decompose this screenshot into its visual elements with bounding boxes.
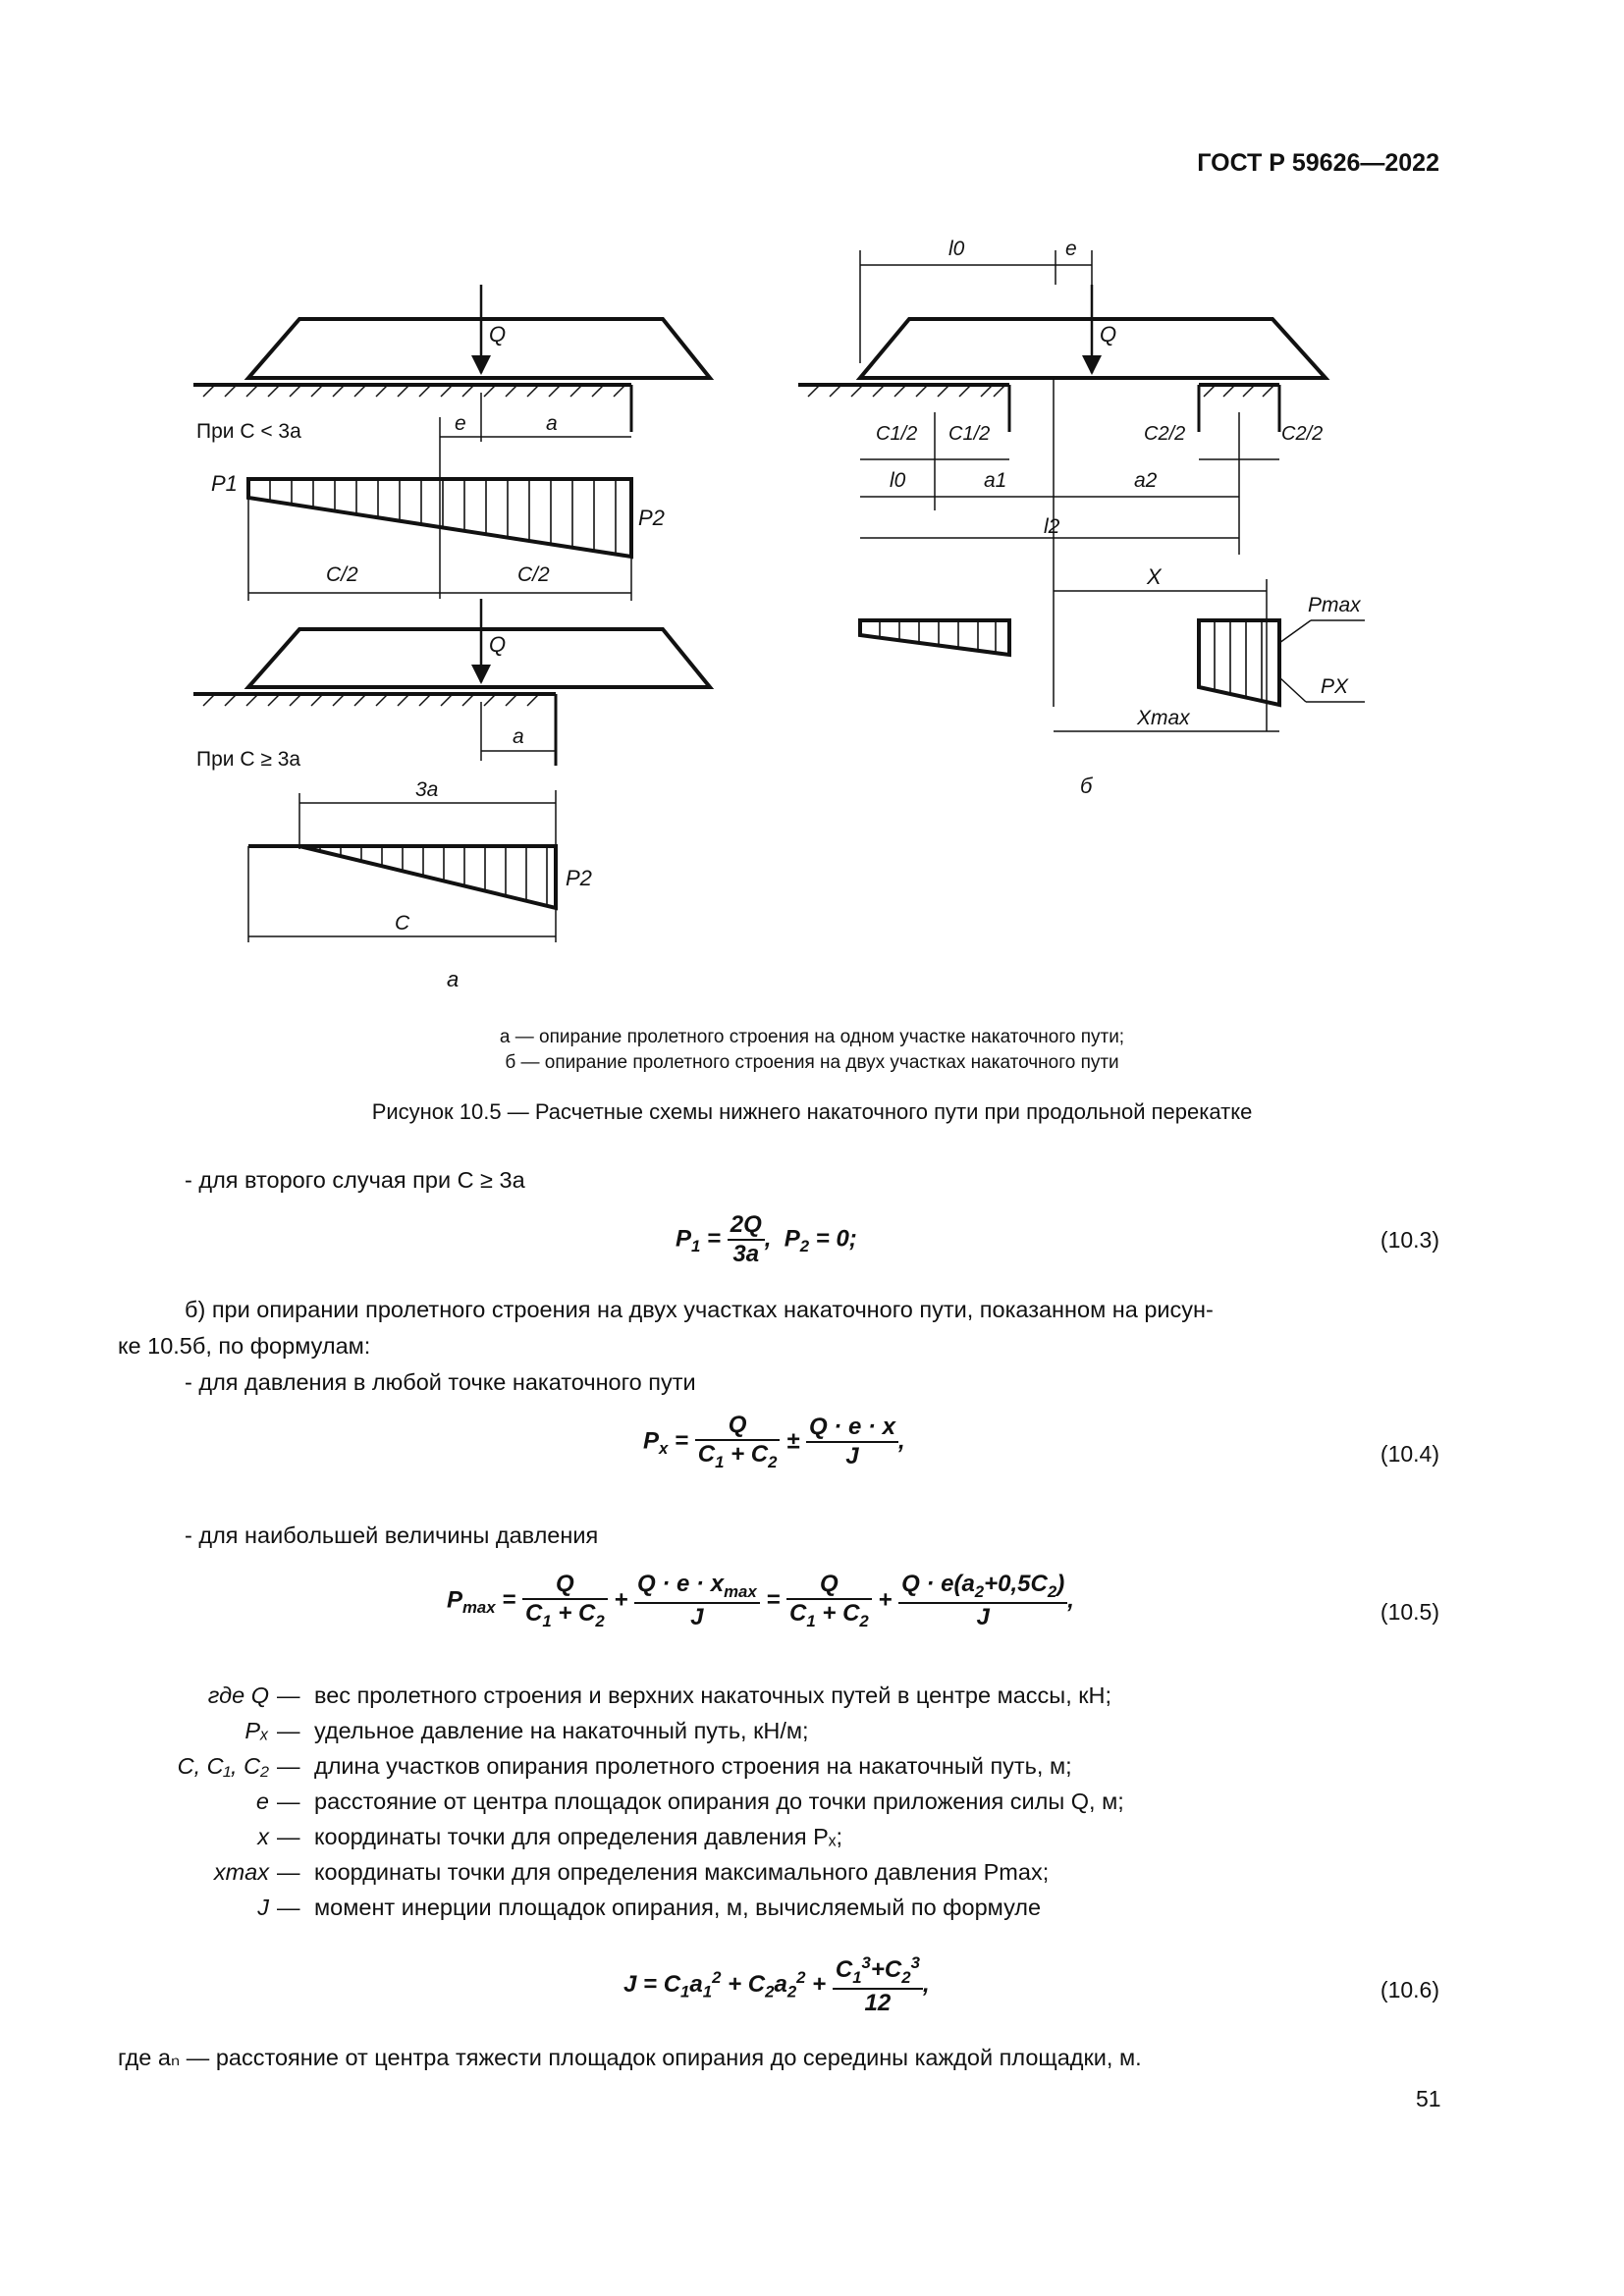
figure-title: Рисунок 10.5 — Расчетные схемы нижнего накаточного пути при продольной перекатке — [371, 1099, 1253, 1124]
equation-10-4: $P_x$ = $\frac{Q}{C_1 + C_2}$ ± $\frac{Q \cdot e \cdot x}{J}$ , — [643, 1412, 905, 1471]
label-sub-a: а — [447, 967, 460, 991]
label-a2: a2 — [1134, 469, 1158, 492]
text-any-point: - для давления в любой точке накаточного пути — [185, 1369, 696, 1395]
legend-desc: длина участков опирания пролетного строения на накаточный путь, м; — [314, 1753, 1072, 1779]
legend-row-3: e — расстояние от центра площадок опирания до точки приложения силы Q, м; — [255, 1789, 1124, 1814]
legend-row-4: x — координаты точки для определения давления Pₓ; — [257, 1824, 843, 1849]
label-c2-half-1: C2/2 — [1144, 423, 1186, 445]
label-l0: l0 — [890, 469, 906, 492]
label-c-half-1: C/2 — [326, 563, 358, 586]
label-xmax: Xmax — [1137, 707, 1190, 729]
legend-sym: где Q — [207, 1682, 269, 1708]
label-c-half-2: C/2 — [517, 563, 550, 586]
label-a1: a1 — [984, 469, 1007, 492]
legend-desc: удельное давление на накаточный путь, кН/м; — [314, 1718, 809, 1743]
label-pmax: Pmax — [1308, 594, 1361, 616]
eq-num-10-5: (10.5) — [1380, 1599, 1439, 1625]
legend-desc: расстояние от центра площадок опирания до точки приложения силы Q, м; — [314, 1789, 1124, 1814]
eq-num-10-4: (10.4) — [1380, 1441, 1439, 1467]
text-para-b-2: ке 10.5б, по формулам: — [118, 1333, 371, 1359]
legend-row-5: xmax — координаты точки для определения максимального давления Pmax; — [213, 1859, 1050, 1885]
label-l2: l2 — [1044, 515, 1060, 538]
caption-b: б — опирание пролетного строения на двух участках накаточного пути — [505, 1052, 1119, 1073]
scheme-a-case1 — [193, 285, 710, 601]
legend-row-1: Pₓ — удельное давление на накаточный путь, кН/м; — [244, 1718, 809, 1743]
legend-desc: координаты точки для определения давления Pₓ; — [314, 1824, 843, 1849]
figure-10-5 — [0, 0, 1624, 1080]
label-c1-half-1: C1/2 — [876, 423, 918, 445]
equation-10-6: $J = C_1a_1^2 + C_2a_2^2$ + $\frac{C_1^3+C_2^3}{12}$ , — [623, 1953, 930, 2016]
label-px: PX — [1321, 675, 1349, 698]
label-c1-half-2: C1/2 — [948, 423, 991, 445]
label-p2-1: P2 — [638, 506, 665, 530]
legend-row-2: C, C₁, C₂ — длина участков опирания пролетного строения на накаточный путь, м; — [177, 1753, 1072, 1779]
text-para-b-1: б) при опирании пролетного строения на двух участках накаточного пути, показанном на рисун- — [185, 1297, 1214, 1322]
legend-sym: J — [257, 1895, 269, 1920]
eq-num-10-3: (10.3) — [1380, 1227, 1439, 1253]
eq-num-10-6: (10.6) — [1380, 1977, 1439, 2002]
legend-desc: момент инерции площадок опирания, м, вычисляемый по формуле — [314, 1895, 1042, 1920]
legend-sym: e — [255, 1789, 269, 1814]
label-3a: 3a — [415, 778, 439, 801]
legend-row-6: J — момент инерции площадок опирания, м, вычисляемый по формуле — [257, 1895, 1042, 1920]
text-max-value: - для наибольшей величины давления — [185, 1522, 599, 1548]
legend-sym: x — [257, 1824, 269, 1849]
label-c2-half-2: C2/2 — [1281, 423, 1324, 445]
label-x: X — [1147, 564, 1162, 589]
legend-sym: C, C₁, C₂ — [177, 1753, 269, 1779]
label-p1: P1 — [211, 471, 238, 496]
scheme-b — [798, 250, 1365, 731]
equation-10-3: $P_1$ = $\frac{2Q}{3a}$ , $P_2 = 0$; — [676, 1211, 857, 1267]
text-second-case: - для второго случая при C ≥ 3a — [185, 1167, 525, 1193]
scheme-a-case2 — [193, 599, 710, 942]
equation-10-5: $P_{max}$ = $\frac{Q}{C_1 + C_2}$ + $\frac{Q \cdot e \cdot x_{max}}{J}$ = $\frac{Q}{C_1 + C_2}$ + $\frac{Q \cdot e(a_2+0,5C_2)}{J}$ , — [447, 1571, 1074, 1630]
legend-sym: xmax — [213, 1859, 269, 1885]
label-a-1: a — [546, 412, 558, 435]
legend-desc: вес пролетного строения и верхних накаточных путей в центре массы, кН; — [314, 1682, 1112, 1708]
legend-desc: координаты точки для определения максимального давления Pmax; — [314, 1859, 1050, 1885]
legend-row-0: где Q — вес пролетного строения и верхних накаточных путей в центре массы, кН; — [207, 1682, 1112, 1708]
label-q-1: Q — [489, 322, 507, 347]
page-number: 51 — [1416, 2086, 1441, 2111]
label-case2: При C ≥ 3a — [196, 748, 301, 771]
label-sub-b: б — [1080, 774, 1093, 798]
label-p2-2: P2 — [566, 866, 592, 890]
legend-sym: Pₓ — [244, 1718, 269, 1743]
label-e-1: e — [455, 412, 466, 435]
label-a-2: a — [513, 725, 524, 748]
label-case1: При C < 3a — [196, 420, 301, 443]
label-q-2: Q — [489, 632, 507, 657]
text-final-line: где aₙ — расстояние от центра тяжести площадок опирания до середины каждой площадки, м. — [118, 2045, 1142, 2070]
label-q-3: Q — [1100, 322, 1117, 347]
label-e-2: e — [1065, 238, 1077, 260]
label-l0-top: l0 — [948, 238, 965, 260]
caption-a: а — опирание пролетного строения на одном участке накаточного пути; — [499, 1027, 1125, 1047]
label-c: C — [395, 912, 410, 934]
document-header: ГОСТ Р 59626—2022 — [1197, 149, 1439, 177]
